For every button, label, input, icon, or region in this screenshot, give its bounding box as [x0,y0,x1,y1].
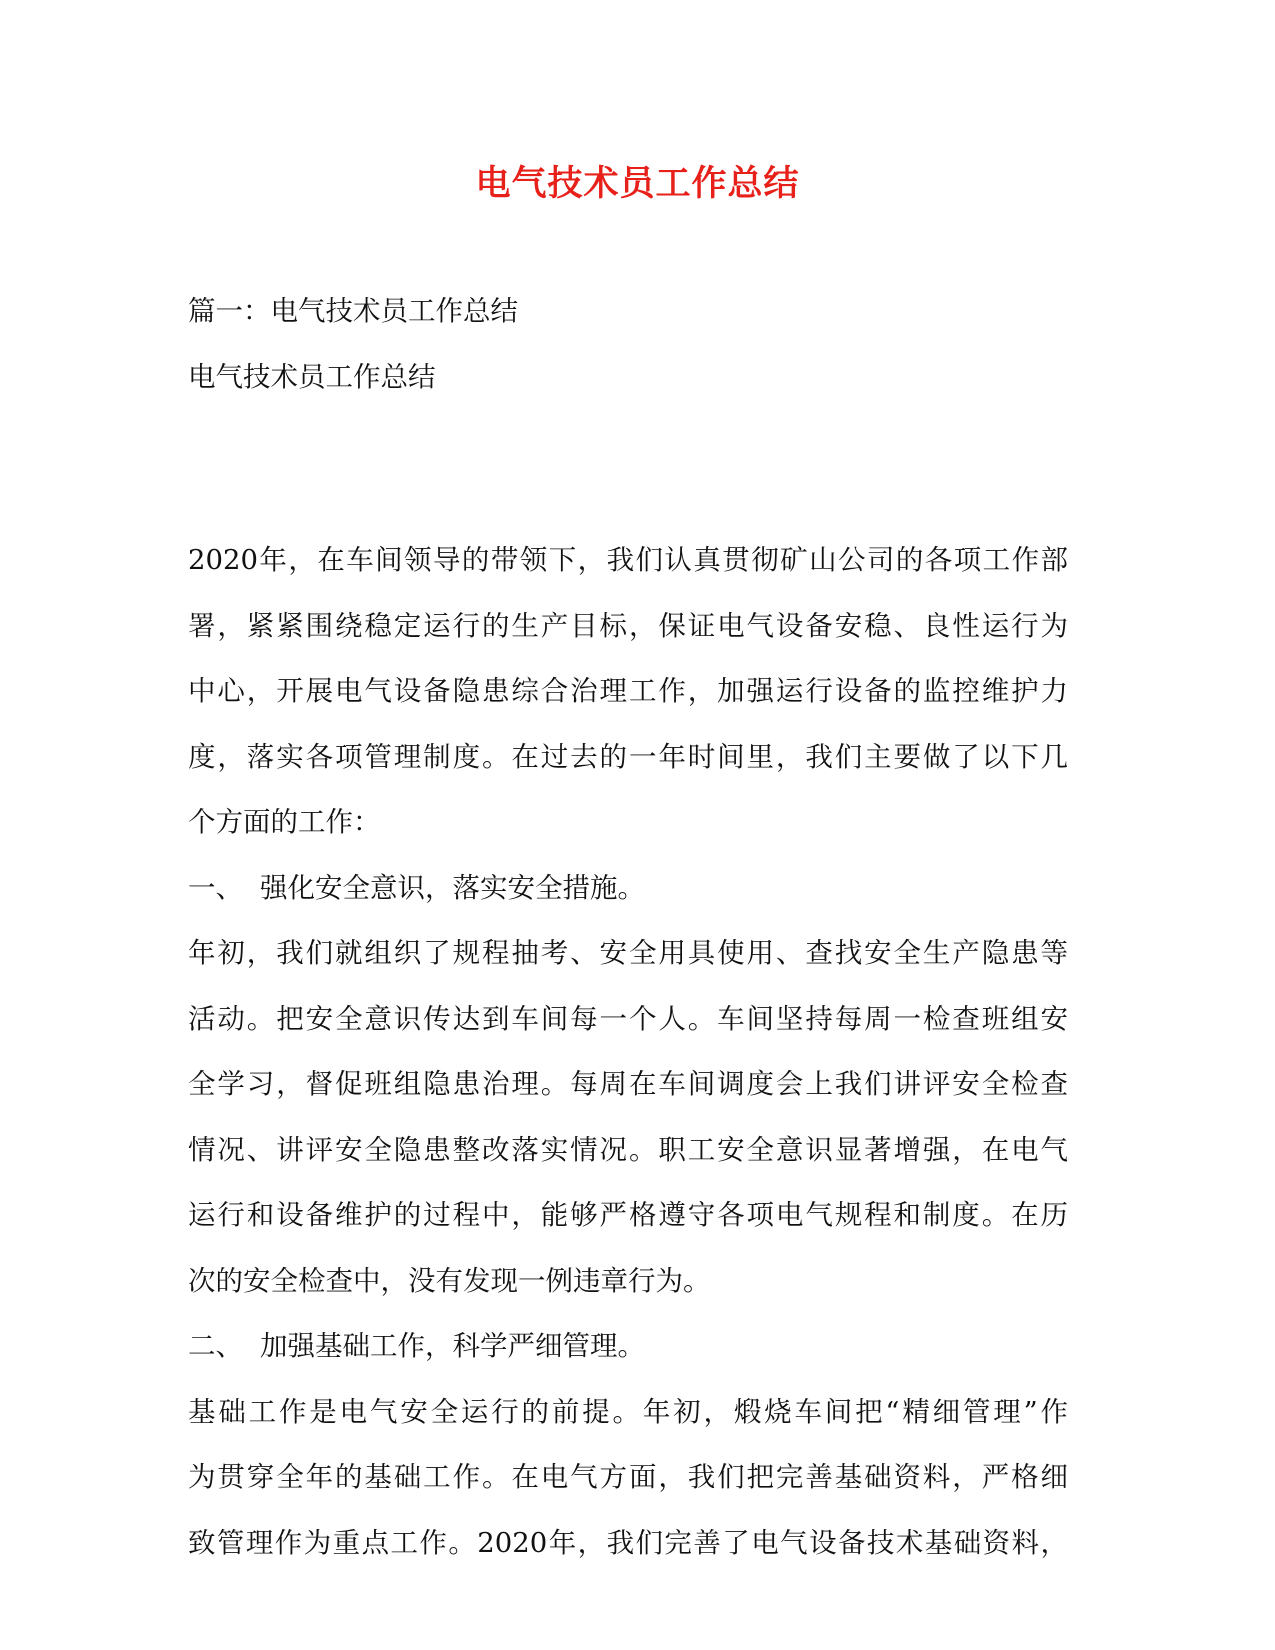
section-1-heading-text: 强化安全意识，落实安全措施。 [260,871,645,904]
section-2-number: 二、 [188,1330,243,1362]
subheading: 篇一：电气技术员工作总结 [188,295,518,327]
document-body [188,279,1068,1576]
section-1-line: 活动。把安全意识传达到车间每一个人。车间坚持每周一检查班组安 [188,1002,1068,1035]
section-1-line: 情况、讲评安全隐患整改落实情况。职工安全意识显著增强，在电气 [188,1133,1068,1166]
intro-line: 中心，开展电气设备隐患综合治理工作，加强运行设备的监控维护力 [188,675,1068,707]
section-2-line: 基础工作是电气安全运行的前提。年初，煅烧车间把“精细管理”作 [188,1395,1068,1428]
section-2-line: 为贯穿全年的基础工作。在电气方面，我们把完善基础资料，严格细 [188,1461,1068,1493]
section-2-heading [188,1314,1068,1380]
spacer [188,410,1068,528]
document-title: 电气技术员工作总结 [475,163,800,204]
intro-line: 度，落实各项管理制度。在过去的一年时间里，我们主要做了以下几 [188,740,1068,773]
subtitle: 电气技术员工作总结 [188,360,436,393]
section-1-heading [188,856,1068,922]
section-1-line: 全学习，督促班组隐患治理。每周在车间调度会上我们讲评安全检查 [188,1068,1068,1100]
section-1-line: 次的安全检查中，没有发现一例违章行为。 [188,1264,711,1297]
section-1-number: 一、 [188,871,243,904]
intro-line: 个方面的工作： [188,806,381,838]
section-1-line: 年初，我们就组织了规程抽考、安全用具使用、查找安全生产隐患等 [188,937,1068,969]
intro-line: 2020年，在车间领导的带领下，我们认真贯彻矿山公司的各项工作部 [188,544,1068,576]
section-1-line: 运行和设备维护的过程中，能够严格遵守各项电气规程和制度。在历 [188,1199,1068,1231]
section-2-line: 致管理作为重点工作。2020年，我们完善了电气设备技术基础资料， [188,1526,1068,1559]
intro-line: 署，紧紧围绕稳定运行的生产目标，保证电气设备安稳、良性运行为 [188,609,1068,642]
section-2-heading-text: 加强基础工作，科学严细管理。 [260,1330,645,1362]
